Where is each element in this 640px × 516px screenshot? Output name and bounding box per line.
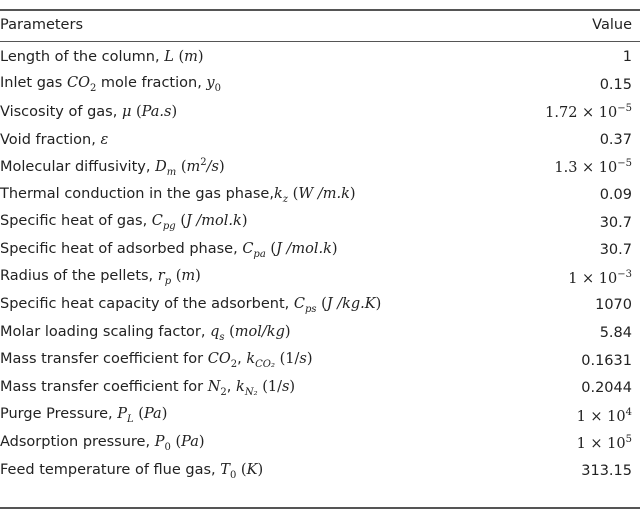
text-segment: CO: [207, 351, 231, 368]
table-row: [0, 458, 640, 484]
parameter-cell: [0, 434, 205, 453]
text-segment: K: [246, 461, 258, 478]
text-segment: CO₂: [255, 359, 275, 371]
text-segment: ): [198, 433, 205, 450]
text-segment: /s: [206, 158, 219, 175]
text-segment: m: [166, 166, 177, 178]
text-segment: L: [127, 414, 134, 426]
text-segment: (: [138, 406, 144, 423]
parameter-cell: [0, 186, 356, 205]
text-segment: 0: [229, 469, 237, 481]
text-segment: k: [273, 185, 283, 202]
parameter-cell: [0, 406, 167, 425]
text-segment: r: [157, 268, 165, 285]
parameter-cell: [0, 157, 225, 178]
text-segment: 1070: [595, 297, 632, 314]
text-segment: 313.15: [581, 463, 632, 479]
text-segment: ε: [100, 131, 109, 148]
text-segment: y: [206, 75, 215, 92]
text-segment: 2: [230, 359, 238, 371]
text-segment: Feed temperature of flue gas,: [0, 461, 221, 478]
text-segment: 0: [164, 441, 171, 453]
text-segment: ): [375, 295, 382, 312]
text-segment: pg: [162, 221, 176, 233]
value-cell: [568, 269, 640, 287]
value-cell: [581, 463, 640, 479]
text-segment: 30.7: [599, 242, 632, 259]
text-segment: C: [293, 295, 305, 312]
text-segment: s: [219, 331, 225, 343]
table-row: [0, 210, 640, 236]
text-segment: D: [155, 158, 167, 175]
table-bottom-rule: [0, 507, 640, 509]
text-segment: 1: [622, 49, 632, 65]
text-segment: m: [184, 49, 198, 65]
text-segment: ): [218, 158, 225, 175]
text-segment: 0.37: [599, 131, 632, 148]
text-segment: ): [257, 461, 264, 478]
text-segment: Specific heat of adsorbed phase,: [0, 240, 243, 257]
value-cell: [545, 103, 640, 121]
text-segment: −5: [617, 103, 632, 115]
text-segment: N₂: [244, 386, 258, 398]
text-segment: (: [321, 295, 327, 312]
text-segment: m: [186, 158, 201, 175]
text-segment: Thermal conduction in the gas phase,: [0, 185, 274, 202]
text-segment: s: [281, 378, 290, 395]
text-segment: 2: [89, 83, 97, 95]
text-segment: m: [181, 268, 196, 285]
table-row: [0, 375, 640, 401]
text-segment: Pa.s: [141, 104, 172, 121]
text-segment: 30.7: [599, 214, 632, 231]
text-segment: Specific heat capacity of the adsorbent,: [0, 295, 294, 312]
text-segment: Specific heat of gas,: [0, 213, 152, 230]
text-segment: z: [282, 193, 289, 205]
value-cell: [577, 407, 640, 425]
value-cell: [577, 434, 640, 452]
text-segment: Void fraction,: [0, 131, 101, 148]
text-segment: L: [164, 49, 174, 65]
text-segment: (: [229, 323, 235, 340]
text-segment: ps: [304, 303, 317, 315]
text-segment: (: [180, 158, 187, 175]
text-segment: Mass transfer coefficient for: [0, 351, 208, 368]
text-segment: s: [299, 351, 307, 368]
text-segment: k: [246, 351, 256, 368]
text-segment: 5.84: [599, 325, 632, 341]
text-segment: (: [175, 268, 182, 285]
parameter-cell: [0, 132, 108, 148]
text-segment: P: [117, 406, 128, 423]
text-segment: (: [135, 104, 142, 121]
text-segment: ): [161, 406, 168, 423]
table-row: [0, 44, 640, 70]
text-segment: ,: [237, 351, 247, 368]
value-cell: [554, 158, 640, 176]
text-segment: ): [306, 351, 313, 368]
value-cell: [623, 49, 640, 65]
text-segment: 1 × 10: [576, 408, 626, 425]
text-segment: k: [236, 378, 245, 395]
table-row: [0, 348, 640, 374]
text-segment: CO: [66, 75, 90, 92]
header-value: Value: [592, 17, 632, 33]
text-segment: J /mol.k: [276, 240, 332, 257]
text-segment: (: [178, 49, 185, 65]
text-segment: ): [349, 185, 356, 202]
text-segment: p: [164, 276, 172, 288]
text-segment: Pa: [143, 406, 162, 423]
table-row: [0, 292, 640, 318]
value-cell: [600, 215, 640, 231]
value-cell: [600, 325, 640, 341]
text-segment: Viscosity of gas,: [0, 104, 122, 121]
text-segment: ): [241, 213, 248, 230]
parameter-cell: [0, 296, 381, 315]
text-segment: ): [331, 240, 338, 257]
table-row: [0, 237, 640, 263]
text-segment: (: [240, 461, 247, 478]
table-row: [0, 430, 640, 456]
text-segment: N: [207, 378, 221, 395]
value-cell: [600, 132, 640, 148]
text-segment: 1 × 10: [568, 270, 618, 287]
text-segment: 2: [220, 386, 227, 398]
table-row: [0, 265, 640, 291]
text-segment: Length of the column,: [0, 49, 165, 65]
parameter-cell: [0, 213, 248, 232]
table-header-row: [0, 12, 640, 38]
text-segment: 0.15: [599, 76, 632, 93]
table-row: [0, 72, 640, 98]
value-cell: [581, 353, 640, 369]
text-segment: 0.1631: [581, 352, 632, 369]
text-segment: −5: [617, 158, 632, 170]
text-segment: ): [171, 104, 178, 121]
text-segment: C: [242, 240, 254, 257]
parameter-cell: [0, 49, 204, 65]
text-segment: W /m.k: [298, 185, 350, 202]
table-row: [0, 320, 640, 346]
value-cell: [595, 297, 640, 313]
text-segment: 1.72 × 10: [545, 105, 618, 122]
text-segment: Adsorption pressure,: [0, 433, 155, 450]
text-segment: (: [292, 185, 299, 202]
text-segment: pa: [253, 248, 266, 260]
text-segment: mol/kg: [234, 323, 285, 340]
text-segment: 4: [625, 406, 632, 418]
text-segment: ): [289, 378, 296, 395]
text-segment: ): [197, 49, 204, 65]
text-segment: −3: [617, 268, 632, 280]
parameter-cell: [0, 241, 338, 260]
text-segment: (: [180, 213, 186, 230]
table-row: [0, 99, 640, 125]
text-segment: ,: [226, 378, 237, 395]
text-segment: 1.3 × 10: [554, 160, 618, 177]
text-segment: J /kg.K: [326, 295, 376, 312]
header-parameters: Parameters: [0, 17, 83, 33]
text-segment: Mass transfer coefficient for: [0, 378, 208, 395]
text-segment: T: [220, 461, 230, 478]
text-segment: Pa: [181, 433, 199, 450]
table-row: [0, 403, 640, 429]
text-segment: 0: [214, 83, 221, 95]
text-segment: Radius of the pellets,: [0, 268, 158, 285]
table-row: [0, 182, 640, 208]
text-segment: Purge Pressure,: [0, 406, 118, 423]
parameter-cell: [0, 104, 177, 120]
text-segment: (1/: [279, 351, 300, 368]
text-segment: Inlet gas: [0, 75, 67, 92]
value-cell: [600, 77, 640, 93]
text-segment: 2: [200, 156, 207, 168]
table-row: [0, 127, 640, 153]
text-segment: J /mol.k: [186, 213, 242, 230]
text-segment: P: [154, 433, 165, 450]
text-segment: 5: [625, 434, 632, 446]
text-segment: ): [284, 323, 291, 340]
parameter-cell: [0, 324, 291, 343]
text-segment: 0.2044: [581, 380, 632, 397]
text-segment: mole fraction,: [96, 75, 207, 92]
text-segment: Molecular diffusivity,: [0, 158, 156, 175]
table-row: [0, 154, 640, 180]
parameter-cell: [0, 462, 263, 481]
text-segment: q: [210, 323, 220, 340]
parameter-cell: [0, 268, 201, 287]
value-cell: [600, 187, 640, 203]
value-cell: [581, 380, 640, 396]
table-header-rule: [0, 41, 640, 42]
table-top-rule: [0, 9, 640, 11]
text-segment: 1 × 10: [576, 436, 626, 453]
parameter-cell: [0, 75, 221, 94]
parameter-cell: [0, 351, 312, 370]
text-segment: ): [195, 268, 201, 285]
text-segment: Molar loading scaling factor,: [0, 323, 211, 340]
text-segment: (: [175, 433, 182, 450]
value-cell: [600, 242, 640, 258]
text-segment: (: [270, 240, 277, 257]
text-segment: (1/: [262, 378, 282, 395]
text-segment: C: [151, 213, 163, 230]
parameter-cell: [0, 379, 295, 398]
text-segment: 0.09: [599, 187, 632, 203]
text-segment: μ: [121, 104, 132, 121]
